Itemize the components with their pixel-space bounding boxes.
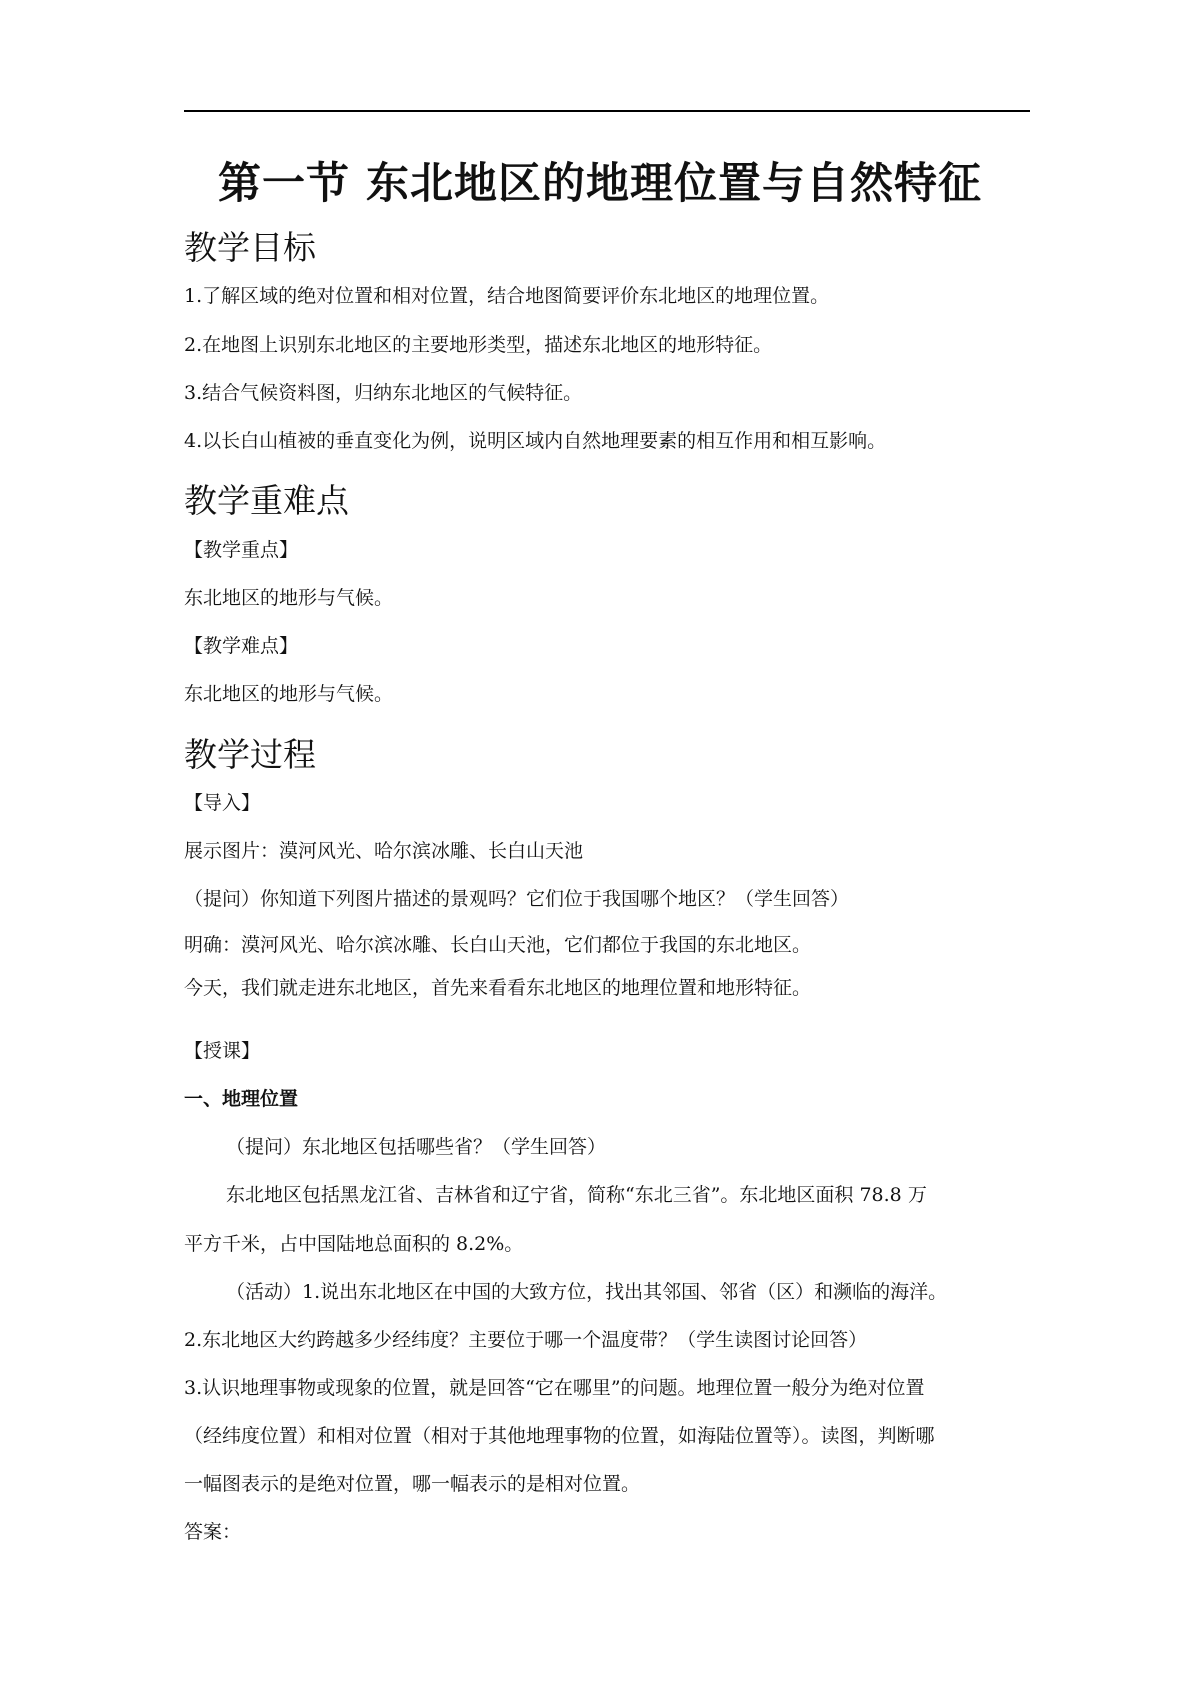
heading-keypoints: 教学重难点 (184, 481, 349, 520)
objective-item-2: 2.在地图上识别东北地区的主要地形类型，描述东北地区的地形特征。 (184, 334, 773, 356)
question-1: （提问）东北地区包括哪些省？（学生回答） (226, 1136, 607, 1158)
objective-item-1: 1.了解区域的绝对位置和相对位置，结合地图简要评价东北地区的地理位置。 (184, 285, 830, 307)
heading-process: 教学过程 (184, 735, 316, 774)
difficult-text: 东北地区的地形与气候。 (184, 683, 394, 705)
document-title: 第一节 东北地区的地理位置与自然特征 (218, 159, 982, 209)
heading-objectives: 教学目标 (184, 228, 316, 267)
objective-item-3: 3.结合气候资料图，归纳东北地区的气候特征。 (184, 382, 583, 404)
intro-line-2: （提问）你知道下列图片描述的景观吗？它们位于我国哪个地区？（学生回答） (184, 888, 850, 910)
activity-3-line-1: 3.认识地理事物或现象的位置，就是回答“它在哪里”的问题。地理位置一般分为绝对位置 (184, 1377, 925, 1399)
intro-line-4: 今天，我们就走进东北地区，首先来看看东北地区的地理位置和地形特征。 (184, 977, 812, 999)
header-rule (184, 110, 1030, 112)
intro-line-3: 明确：漠河风光、哈尔滨冰雕、长白山天池，它们都位于我国的东北地区。 (184, 934, 812, 956)
difficult-label: 【教学难点】 (184, 635, 299, 657)
key-text: 东北地区的地形与气候。 (184, 587, 394, 609)
intro-line-1: 展示图片：漠河风光、哈尔滨冰雕、长白山天池 (184, 840, 584, 862)
paragraph-1-line-2: 平方千米，占中国陆地总面积的 8.2%。 (184, 1233, 524, 1255)
subsection-title: 一、地理位置 (184, 1088, 299, 1110)
activity-3-line-2: （经纬度位置）和相对位置（相对于其他地理事物的位置，如海陆位置等）。读图，判断哪 (184, 1425, 935, 1447)
answer-label: 答案： (184, 1521, 242, 1543)
key-label: 【教学重点】 (184, 539, 299, 561)
lecture-label: 【授课】 (184, 1040, 261, 1062)
paragraph-1-line-1: 东北地区包括黑龙江省、吉林省和辽宁省，简称“东北三省”。东北地区面积 78.8 万 (226, 1184, 927, 1206)
activity-3-line-3: 一幅图表示的是绝对位置，哪一幅表示的是相对位置。 (184, 1473, 641, 1495)
activity-1: （活动）1.说出东北地区在中国的大致方位，找出其邻国、邻省（区）和濒临的海洋。 (226, 1281, 948, 1303)
intro-label: 【导入】 (184, 792, 261, 814)
objective-item-4: 4.以长白山植被的垂直变化为例，说明区域内自然地理要素的相互作用和相互影响。 (184, 430, 887, 452)
activity-2: 2.东北地区大约跨越多少经纬度？主要位于哪一个温度带？（学生读图讨论回答） (184, 1329, 868, 1351)
